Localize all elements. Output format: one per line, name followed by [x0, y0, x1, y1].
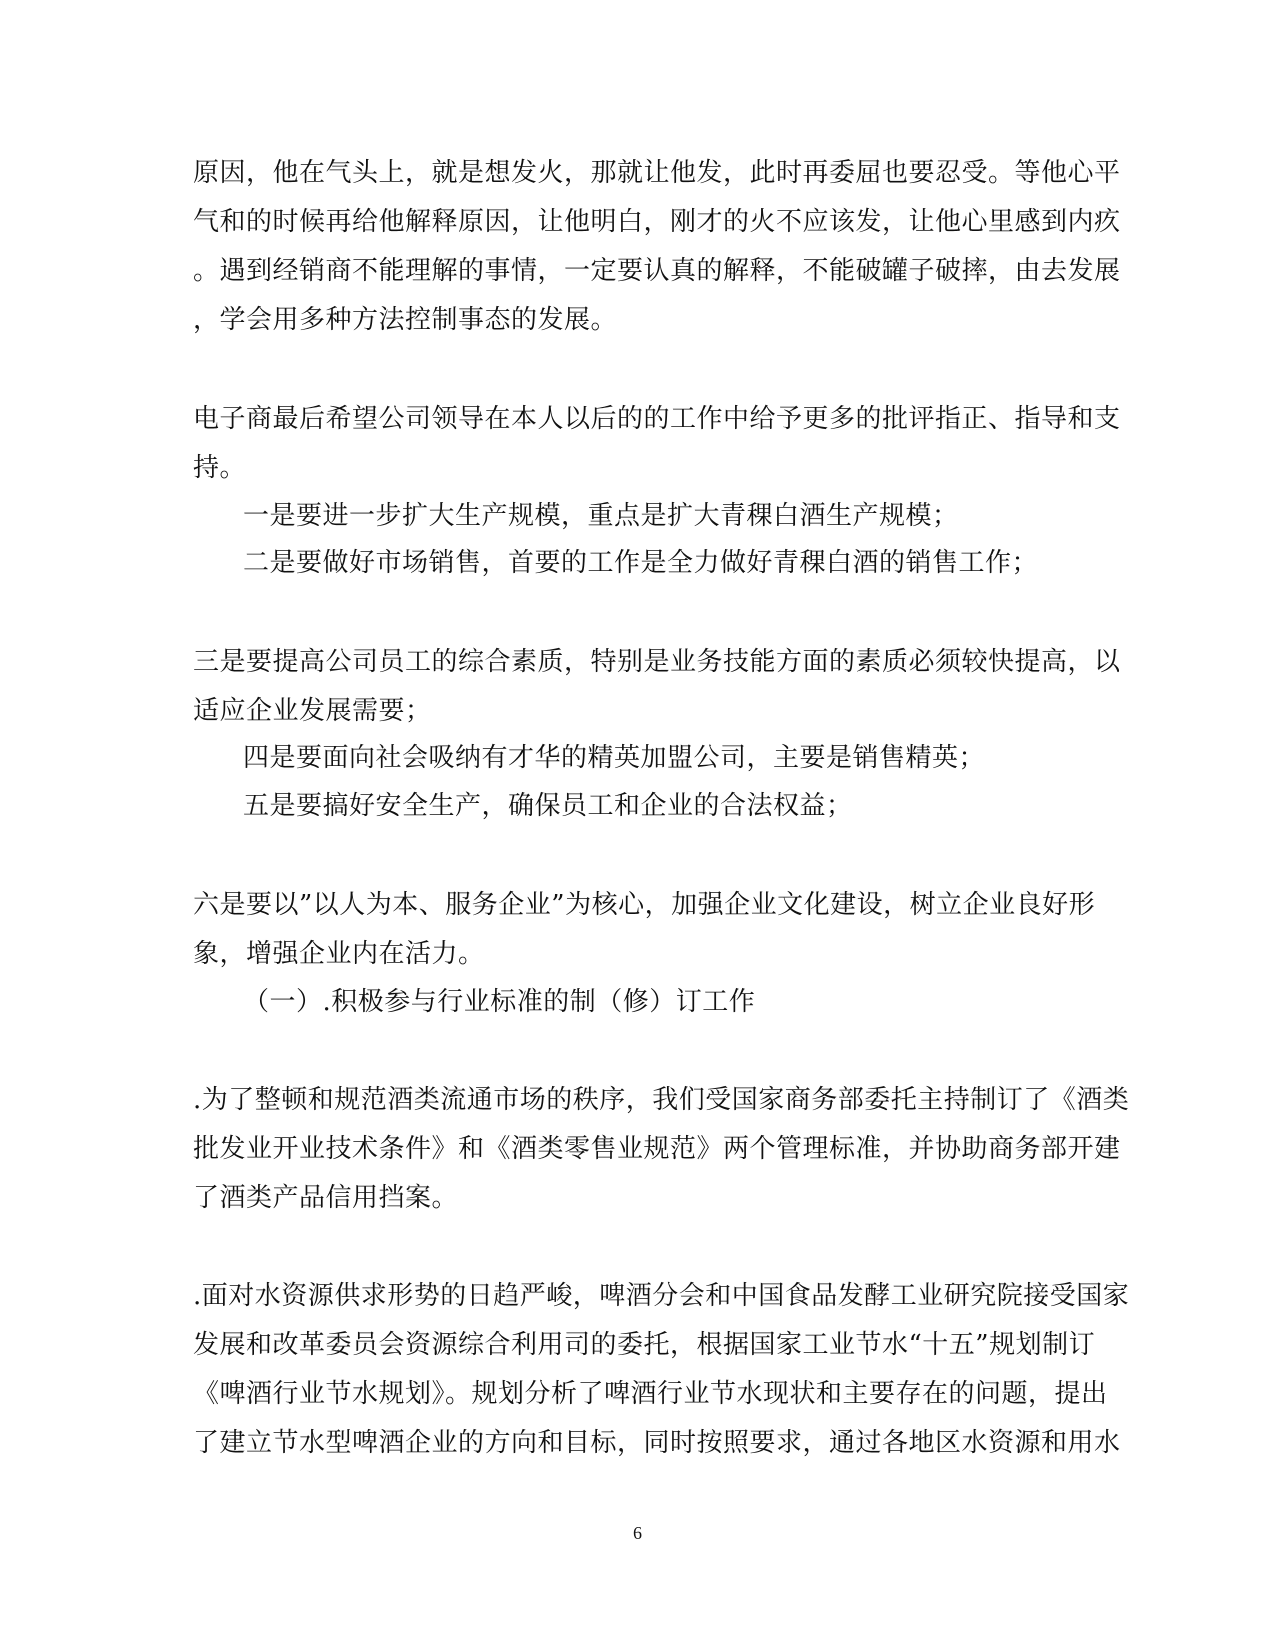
text-line: 适应企业发展需要；: [193, 696, 432, 726]
text-line: 六是要以”以人为本、服务企业”为核心，加强企业文化建设，树立企业良好形: [193, 890, 1096, 920]
text-line: .为了整顿和规范酒类流通市场的秩序，我们受国家商务部委托主持制订了《酒类: [193, 1085, 1130, 1115]
text-line: 了酒类产品信用挡案。: [193, 1183, 459, 1213]
text-line: 了建立节水型啤酒企业的方向和目标，同时按照要求，通过各地区水资源和用水: [193, 1428, 1121, 1458]
text-line: .面对水资源供求形势的日趋严峻，啤酒分会和中国食品发酵工业研究院接受国家: [193, 1281, 1130, 1311]
text-line: 五是要搞好安全生产，确保员工和企业的合法权益；: [243, 791, 853, 821]
section-heading: （一）.积极参与行业标准的制（修）订工作: [243, 987, 756, 1017]
text-line: 。遇到经销商不能理解的事情，一定要认真的解释，不能破罐子破摔，由去发展: [193, 256, 1121, 286]
text-line: 原因，他在气头上，就是想发火，那就让他发，此时再委屈也要忍受。等他心平: [193, 158, 1121, 188]
text-line: 一是要进一步扩大生产规模，重点是扩大青稞白酒生产规模；: [243, 501, 959, 531]
text-line: 电子商最后希望公司领导在本人以后的的工作中给予更多的批评指正、指导和支: [193, 404, 1121, 434]
text-line: 《啤酒行业节水规划》。规划分析了啤酒行业节水现状和主要存在的问题，提出: [193, 1379, 1108, 1409]
text-line: 气和的时候再给他解释原因，让他明白，刚才的火不应该发，让他心里感到内疚: [193, 207, 1121, 237]
text-line: ，学会用多种方法控制事态的发展。: [193, 305, 618, 335]
page-number: 6: [633, 1523, 642, 1543]
text-line: 批发业开业技术条件》和《酒类零售业规范》两个管理标准，并协助商务部开建: [193, 1134, 1121, 1164]
text-line: 三是要提高公司员工的综合素质，特别是业务技能方面的素质必须较快提高，以: [193, 647, 1121, 677]
text-line: 二是要做好市场销售，首要的工作是全力做好青稞白酒的销售工作；: [243, 548, 1039, 578]
text-line: 持。: [193, 453, 247, 483]
text-line: 发展和改革委员会资源综合利用司的委托，根据国家工业节水“十五”规划制订: [193, 1330, 1096, 1360]
text-line: 象，增强企业内在活力。: [193, 939, 485, 969]
text-line: 四是要面向社会吸纳有才华的精英加盟公司，主要是销售精英；: [243, 743, 986, 773]
